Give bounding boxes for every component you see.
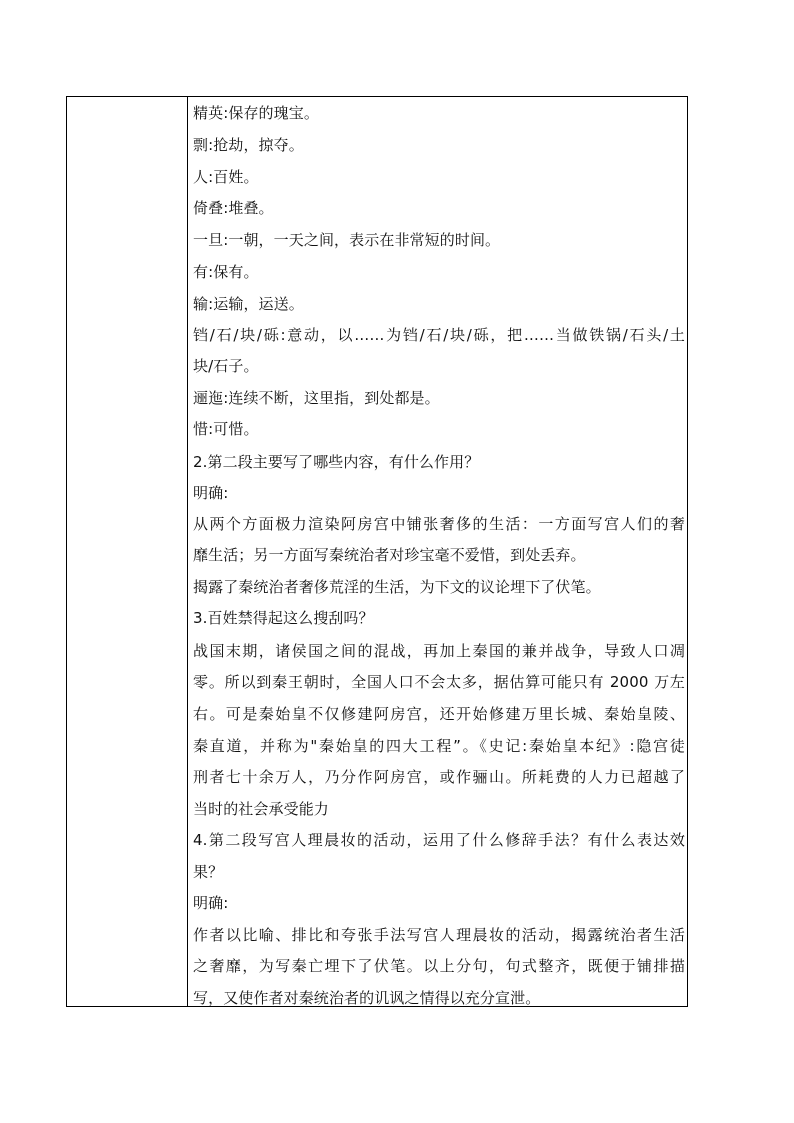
answer-line: 零。所以到秦王朝时，全国人口不会太多，据估算可能只有 2000 万左: [193, 673, 685, 691]
annotation-line: 人:百姓。: [193, 168, 259, 186]
answer-line: 写，又使作者对秦统治者的讥讽之情得以充分宣泄。: [193, 989, 541, 1007]
annotation-line: 块/石子。: [193, 357, 259, 375]
question-heading: 果？: [193, 863, 224, 881]
answer-line: 从两个方面极力渲染阿房宫中铺张奢侈的生活：一方面写宫人们的奢: [193, 515, 685, 533]
answer-line: 秦直道，并称为"秦始皇的四大工程”。《史记:秦始皇本纪》:隐宫徒: [193, 737, 685, 755]
content-table: [66, 96, 688, 1007]
left-cell: [67, 97, 187, 1006]
annotation-line: 有:保有。: [193, 263, 259, 281]
question-heading: 4.第二段写宫人理晨妆的活动，运用了什么修辞手法？有什么表达效: [193, 831, 685, 849]
question-heading: 2.第二段主要写了哪些内容，有什么作用？: [193, 453, 480, 471]
answer-label: 明确:: [193, 894, 229, 912]
question-heading: 3.百姓禁得起这么搜刮吗？: [193, 609, 374, 627]
annotation-line: 铛/石/块/砾:意动，以……为铛/石/块/砾，把……当做铁锅/石头/土: [193, 326, 685, 344]
answer-line: 作者以比喻、排比和夸张手法写宫人理晨妆的活动，揭露统治者生活: [193, 926, 685, 944]
answer-line: 战国末期，诸侯国之间的混战，再加上秦国的兼并战争，导致人口凋: [193, 642, 685, 660]
answer-line: 之奢靡，为写秦亡埋下了伏笔。以上分句，句式整齐，既便于铺排描: [193, 957, 685, 975]
answer-label: 明确:: [193, 484, 229, 502]
annotation-line: 惜:可惜。: [193, 420, 259, 438]
annotation-line: 一旦:一朝，一天之间，表示在非常短的时间。: [193, 231, 501, 249]
annotation-line: 输:运输，运送。: [193, 295, 304, 313]
annotation-line: 倚叠:堆叠。: [193, 199, 274, 217]
answer-line: 右。可是秦始皇不仅修建阿房宫，还开始修建万里长城、秦始皇陵、: [193, 705, 685, 723]
answer-line: 揭露了秦统治者奢侈荒淫的生活，为下文的议论埋下了伏笔。: [193, 578, 601, 596]
annotation-line: 精英:保存的瑰宝。: [193, 104, 319, 122]
right-cell: [188, 97, 687, 1006]
annotation-line: 剽:抢劫，掠夺。: [193, 136, 304, 154]
annotation-line: 逦迤:连续不断，这里指，到处都是。: [193, 389, 440, 407]
answer-line: 当时的社会承受能力: [193, 800, 329, 818]
answer-line: 刑者七十余万人，乃分作阿房宫，或作骊山。所耗费的人力已超越了: [193, 768, 685, 786]
answer-line: 靡生活；另一方面写秦统治者对珍宝毫不爱惜，到处丢弃。: [193, 546, 586, 564]
